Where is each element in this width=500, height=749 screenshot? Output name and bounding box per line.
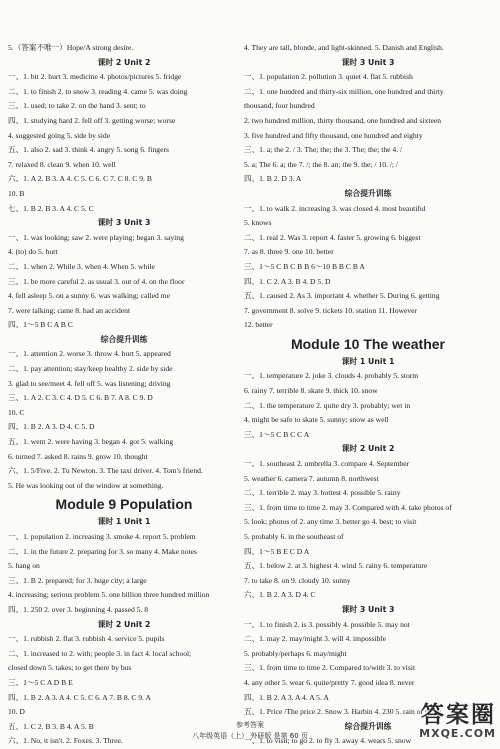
answer-line: 四、1. B 2. A 3. A 4. C 5. C 6. A 7. B 8. C 9. A xyxy=(8,692,152,702)
answer-line: 一、1. population 2. increasing 3. smoke 4. report 5. problem xyxy=(8,532,196,541)
answer-line: 一、1. population 2. pollution 3. quiet 4. flat 5. rubbish xyxy=(244,72,413,82)
answer-line: 一、1. to walk 2. increasing 3. was closed 4. most beautiful xyxy=(244,203,426,213)
answer-line: 二、1. in the future 2. preparing for 3. so many 4. Make notes xyxy=(8,546,197,556)
answer-line: 5. hang on xyxy=(8,561,40,571)
answer-line: 5. knows xyxy=(244,218,272,228)
answer-line: 一、1. temperature 2. joke 3. clouds 4. probably 5. storm xyxy=(244,371,419,381)
section-heading: 课时 2 Unit 2 xyxy=(97,57,151,67)
answer-line: 二、1. may 2. may/might 3. will 4. impossible xyxy=(244,634,386,644)
answer-line: 7. were talking; came 8. had an accident xyxy=(8,305,131,315)
answer-line: 7. relaxed 8. clean 9. when 10. well xyxy=(8,159,116,169)
answer-line: 三、1. from time to time 2. may 3. Compared with 4. take photos of xyxy=(244,502,452,512)
section-heading: 综合提升训练 xyxy=(344,188,392,198)
module-title: Module 10 The weather xyxy=(290,335,446,352)
answer-line: 四、1. 250 2. over 3. beginning 4. passed 5. 8 xyxy=(8,604,149,614)
answer-line: 一、1. to visit; to go 2. to fly 3. away 4. wears 5. snow xyxy=(244,736,412,746)
answer-line: 10. D xyxy=(8,707,25,717)
answer-line: 一、1. southeast 2. umbrella 3. compare 4. September xyxy=(244,459,410,469)
answer-line: 三、1. B 2. prepared; for 3. huge city; a large xyxy=(8,575,147,585)
answer-line: 四、1～5 B E C D A xyxy=(244,546,310,556)
answer-line: 7. government 8. solve 9. tickets 10. station 11. However xyxy=(244,305,418,315)
answer-line: 五、1. also 2. sad 3. think 4. angry 5. song 6. fingers xyxy=(8,145,169,155)
answer-line: 2. two hundred million, thirty thousand, one hundred and sixteen xyxy=(244,115,441,125)
section-heading: 课时 1 Unit 1 xyxy=(97,517,151,527)
answer-line: 四、1. B 2. A 3. A 4. A 5. A xyxy=(244,692,329,702)
answer-line: 10. C xyxy=(8,407,25,417)
answer-line: 七、1. B 2. B 3. A 4. C 5. C xyxy=(8,203,94,213)
answer-line: thousand, four hundred xyxy=(244,101,315,111)
answer-line: 五、1. Price /The price 2. Snow 3. Harbin 4. 230 5. rain or snow xyxy=(244,707,441,717)
answer-line: 10. B xyxy=(8,188,25,198)
answer-line: 5. a; The 6. a; the 7. /; the 8. an; the 9. the; / 10. /; / xyxy=(244,159,399,169)
module-title: Module 9 Population xyxy=(55,496,193,513)
answer-line: 6. turned 7. asked 8. rains 9. grow 10. thought xyxy=(8,451,148,461)
answer-line: 三、1. A 2. C 3. C 4. D 5. C 6. B 7. A 8. C 9. D xyxy=(8,393,153,403)
answer-line: 五、1. caused 2. As 3. important 4. whether 5. During 6. getting xyxy=(244,291,440,301)
answer-line: 四、1. C 2. A 3. B 4. D 5. D xyxy=(244,276,331,286)
answer-line: 二、1. when 2. While 3. when 4. When 5. while xyxy=(8,261,155,271)
answer-line: 4. They are tall, blonde, and light-skinned. 5. Danish and English. xyxy=(244,43,444,52)
answer-line: 7. as 8. three 9. one 10. better xyxy=(244,247,334,257)
footer-title: 参考答案 xyxy=(236,721,264,729)
answer-line: 4. fell asleep 5. on a sunny 6. was walking; called me xyxy=(8,291,170,301)
footer-page-info: 八年级英语（上） 外研版 是第 60 页 xyxy=(192,732,308,740)
answer-line: 5. probably/perhaps 6. may/might xyxy=(244,648,347,658)
answer-line: 4. might be safe to skate 5. sunny; snow as well xyxy=(244,415,389,425)
answer-line: 一、1. rubbish 2. flat 3. rubbish 4. service 5. pupils xyxy=(8,634,165,644)
answer-line: 7. to take 8. on 9. cloudy 10. sunny xyxy=(244,575,351,585)
answer-line: 4. suggested going 5. side by side xyxy=(8,130,111,140)
answer-line: 四、1～5 B C A B C xyxy=(8,320,73,330)
answer-line: 三、1～5 C B C B B 6～10 B B C B A xyxy=(244,261,365,271)
answer-line: 五、1. went 2. were having 3. began 4. got 5. walking xyxy=(8,437,174,447)
answer-line: 二、1. pay attention; stay/keep healthy 2. side by side xyxy=(8,364,173,374)
section-heading: 综合提升训练 xyxy=(344,721,392,731)
answer-line: 二、1. one hundred and thirty-six million, one hundred and thirty xyxy=(244,86,444,96)
answer-line: 四、1. studying hard 2. fell off 3. getting worse; worse xyxy=(8,115,176,125)
answer-line: 5.（答案不唯一）Hope/A strong desire. xyxy=(8,43,134,52)
watermark-logo xyxy=(404,703,496,743)
section-heading: 课时 3 Unit 3 xyxy=(97,218,151,228)
answer-line: 二、1. the temperature 2. quite dry 3. probably; wet in xyxy=(244,400,411,410)
answer-line: 六、1. A 2. B 3. A 4. C 5. C 6. C 7. C 8. C 9. B xyxy=(8,174,152,184)
answer-line: 二、1. real 2. Was 3. report 4. faster 5. growing 6. biggest xyxy=(244,232,421,242)
answer-line: 4. any other 5. wear 6. quite/pretty 7. good idea 8. never xyxy=(244,677,415,687)
answer-line: 三、1. a; the 2. / 3. The; the; the 3. The; the; the 4. / xyxy=(244,145,403,155)
answer-line: 4. increasing; serious problem 5. one billion three hundred million xyxy=(8,590,210,600)
answer-line: 12. better xyxy=(244,320,273,330)
answer-line: closed down 5. takes; to get there by bus xyxy=(8,663,132,673)
section-heading: 课时 3 Unit 3 xyxy=(341,604,395,614)
answer-line: 一、1. attention 2. worse 3. throw 4. hurt 5. appeared xyxy=(8,349,171,359)
answer-line: 六、1. B 2. A 3. D 4. C xyxy=(244,590,316,600)
answer-line: 三、1. be more careful 2. as usual 3. out of 4. on the floor xyxy=(8,276,185,286)
answer-line: 四、1. B 2. A 3. D 4. C 5. D xyxy=(8,422,95,432)
right-answer-column xyxy=(244,41,492,749)
answer-line: 二、1. terrible 2. may 3. hottest 4. possible 5. rainy xyxy=(244,488,401,498)
watermark-url: MXQE.COM xyxy=(419,727,496,740)
watermark-cn: 答案圈 xyxy=(421,702,496,728)
answer-line: 六、1. No, it isn't. 2. Foxes. 3. Three. xyxy=(8,736,123,746)
answer-line: 5. weather 6. camera 7. autumn 8. northwest xyxy=(244,473,379,483)
section-heading: 课时 1 Unit 1 xyxy=(341,356,395,366)
answer-line: 5. He was looking out of the window at something. xyxy=(8,480,164,490)
section-heading: 课时 2 Unit 2 xyxy=(341,444,395,454)
answer-line: 一、1. bit 2. hurt 3. medicine 4. photos/pictures 5. fridge xyxy=(8,72,182,82)
answer-line: 一、1. to finish 2. is 3. possibly 4. possible 5. may not xyxy=(244,619,410,629)
answer-line: 4. (to) do 5. hurt xyxy=(8,247,58,257)
answer-line: 5. probably 6. in the southeast of xyxy=(244,532,344,541)
section-heading: 综合提升训练 xyxy=(100,334,148,344)
section-heading: 课时 3 Unit 3 xyxy=(341,57,395,67)
answer-line: 三、1. used; to take 2. on the hand 3. sent; to xyxy=(8,101,146,111)
answer-line: 3. five hundred and fifty thousand, one hundred and eighty xyxy=(244,130,423,140)
answer-line: 6. rainy 7. terrible 8. skate 9. thick 10. snow xyxy=(244,386,378,396)
answer-line: 3. glad to see/meet 4. fell off 5. was listening; driving xyxy=(8,378,171,388)
answer-line: 三、1～5 C B C C A xyxy=(244,429,310,439)
answer-line: 四、1. B 2. D 3. A xyxy=(244,174,302,184)
answer-line: 六、1. 5/Five. 2. Tu Newton. 3. The taxi driver. 4. Tom's friend. xyxy=(8,466,203,476)
answer-line: 五、1. below 2. at 3. highest 4. wind 5. rainy 6. temperature xyxy=(244,561,428,571)
section-heading: 课时 2 Unit 2 xyxy=(97,619,151,629)
answer-line: 二、1. to finish 2. to snow 3. reading 4. came 5. was doing xyxy=(8,86,188,96)
left-answer-column xyxy=(8,41,240,749)
answer-line: 三、1. from time to time 2. Compared to/with 3. to visit xyxy=(244,663,416,673)
answer-line: 三、1～5 C A D B E xyxy=(8,677,73,687)
answer-line: 二、1. increased to 2. with; people 3. in fact 4. local school; xyxy=(8,648,192,658)
answer-line: 五、1. C 2. B 3. B 4. A 5. B xyxy=(8,721,94,731)
answer-line: 一、1. was looking; saw 2. were playing; began 3. saying xyxy=(8,232,184,242)
answer-line: 5. look; photos of 2. any time 3. better go 4. best; to visit xyxy=(244,517,417,527)
